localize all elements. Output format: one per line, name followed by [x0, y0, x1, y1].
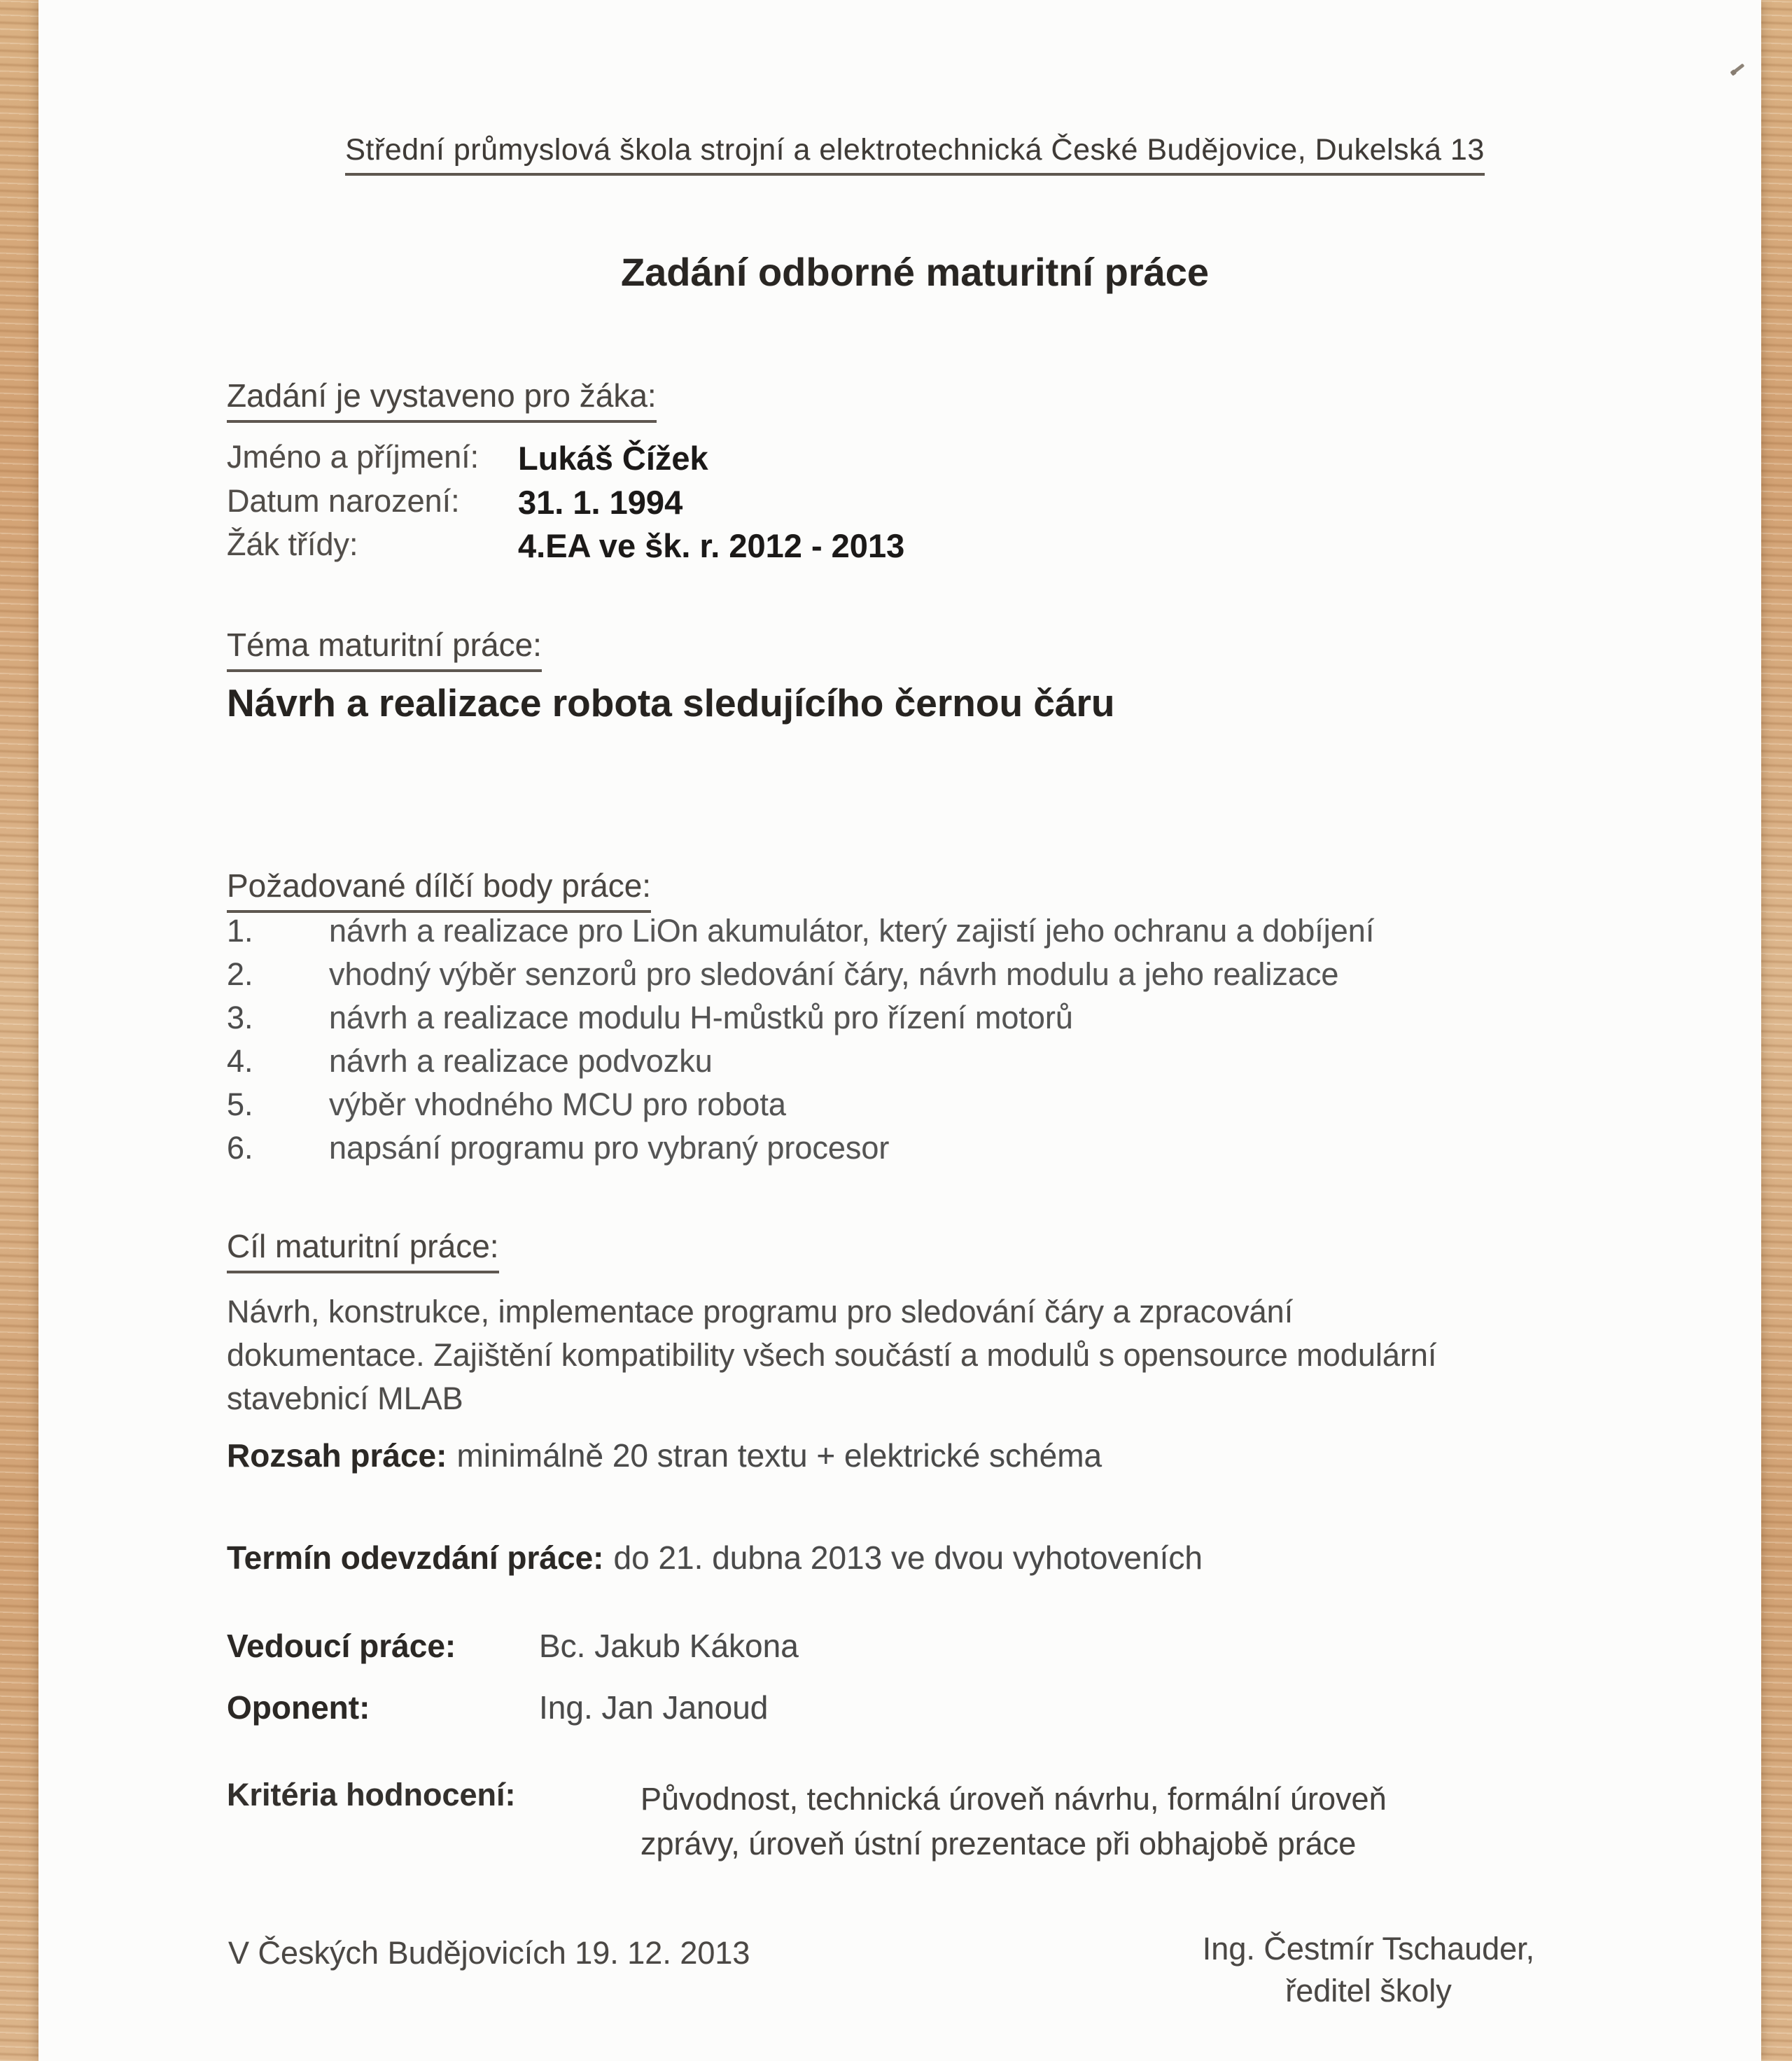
requirement-text: napsání programu pro vybraný procesor [329, 1130, 890, 1166]
opponent-name: Ing. Jan Janoud [539, 1689, 769, 1726]
school-header-line [227, 133, 1603, 167]
requirement-item [227, 913, 1374, 949]
requirement-number: 1. [227, 913, 253, 949]
goal-paragraph [227, 1290, 1613, 1420]
goal-line: stavebnicí MLAB [227, 1381, 463, 1416]
requirement-number: 3. [227, 1000, 253, 1035]
scan-artifact-mark [1732, 63, 1745, 74]
section-heading-requirements: Požadované dílčí body práce: [227, 867, 651, 904]
requirement-item [227, 1043, 713, 1080]
signature-block [1155, 1928, 1582, 2012]
opponent-label: Oponent: [227, 1689, 370, 1726]
goal-line: dokumentace. Zajištění kompatibility všech součástí a modulů s opensource modulární [227, 1337, 1437, 1373]
criteria-label: Kritéria hodnocení: [227, 1777, 516, 1812]
criteria-text [640, 1777, 1606, 1866]
field-label-class: Žák třídy: [227, 526, 358, 562]
requirement-text: návrh a realizace pro LiOn akumulátor, který zajistí jeho ochranu a dobíjení [329, 913, 1375, 949]
field-label-birthdate: Datum narození: [227, 483, 460, 519]
field-value-name: Lukáš Čížek [518, 440, 708, 477]
requirement-item [227, 1130, 889, 1166]
field-label-name: Jméno a příjmení: [227, 439, 479, 475]
section-heading-topic: Téma maturitní práce: [227, 626, 542, 664]
deadline-line [227, 1539, 1203, 1577]
signer-name: Ing. Čestmír Tschauder, [1202, 1931, 1535, 1966]
section-heading-student: Zadání je vystaveno pro žáka: [227, 377, 657, 414]
supervisor-name: Bc. Jakub Kákona [539, 1628, 799, 1664]
requirement-text: návrh a realizace modulu H-můstků pro řízení motorů [329, 1000, 1073, 1035]
requirement-number: 5. [227, 1087, 253, 1122]
field-row-birthdate [227, 483, 1557, 519]
wood-desk-right-edge [1761, 0, 1792, 2061]
scope-line [227, 1437, 1102, 1474]
requirement-number: 2. [227, 956, 253, 992]
deadline-value: do 21. dubna 2013 ve dvou vyhotoveních [613, 1539, 1203, 1576]
signer-role: ředitel školy [1285, 1973, 1452, 2008]
field-row-class [227, 526, 1557, 563]
requirement-text: výběr vhodného MCU pro robota [329, 1087, 786, 1122]
criteria-line: zprávy, úroveň ústní prezentace při obhajobě práce [640, 1826, 1357, 1861]
supervisor-row [227, 1627, 1557, 1665]
document-title: Zadání odborné maturitní práce [620, 250, 1210, 294]
section-heading-goal: Cíl maturitní práce: [227, 1227, 499, 1265]
field-value-birthdate: 31. 1. 1994 [518, 484, 683, 521]
field-value-class: 4.EA ve šk. r. 2012 - 2013 [518, 527, 905, 564]
requirement-number: 4. [227, 1043, 253, 1079]
criteria-row [227, 1777, 1599, 1861]
deadline-label: Termín odevzdání práce: [227, 1539, 604, 1576]
goal-line: Návrh, konstrukce, implementace programu pro sledování čáry a zpracování [227, 1294, 1294, 1329]
document-content [227, 0, 1603, 2061]
scope-value: minimálně 20 stran textu + elektrické schéma [456, 1437, 1102, 1474]
wood-desk-left-edge [0, 0, 38, 2061]
requirement-item [227, 1000, 1073, 1036]
school-name: Střední průmyslová škola strojní a elektrotechnická České Budějovice, Dukelská 13 [345, 133, 1485, 176]
opponent-row [227, 1689, 1557, 1726]
requirement-number: 6. [227, 1130, 253, 1166]
criteria-line: Původnost, technická úroveň návrhu, formální úroveň [640, 1781, 1387, 1817]
requirement-text: vhodný výběr senzorů pro sledování čáry, návrh modulu a jeho realizace [329, 956, 1339, 992]
requirement-text: návrh a realizace podvozku [329, 1043, 713, 1079]
place-and-date: V Českých Budějovicích 19. 12. 2013 [228, 1935, 750, 1971]
scope-label: Rozsah práce: [227, 1437, 447, 1474]
requirement-item [227, 1087, 786, 1123]
thesis-topic-title: Návrh a realizace robota sledujícího černou čáru [227, 681, 1115, 725]
requirement-item [227, 956, 1338, 993]
supervisor-label: Vedoucí práce: [227, 1628, 456, 1664]
field-row-name [227, 439, 1557, 475]
